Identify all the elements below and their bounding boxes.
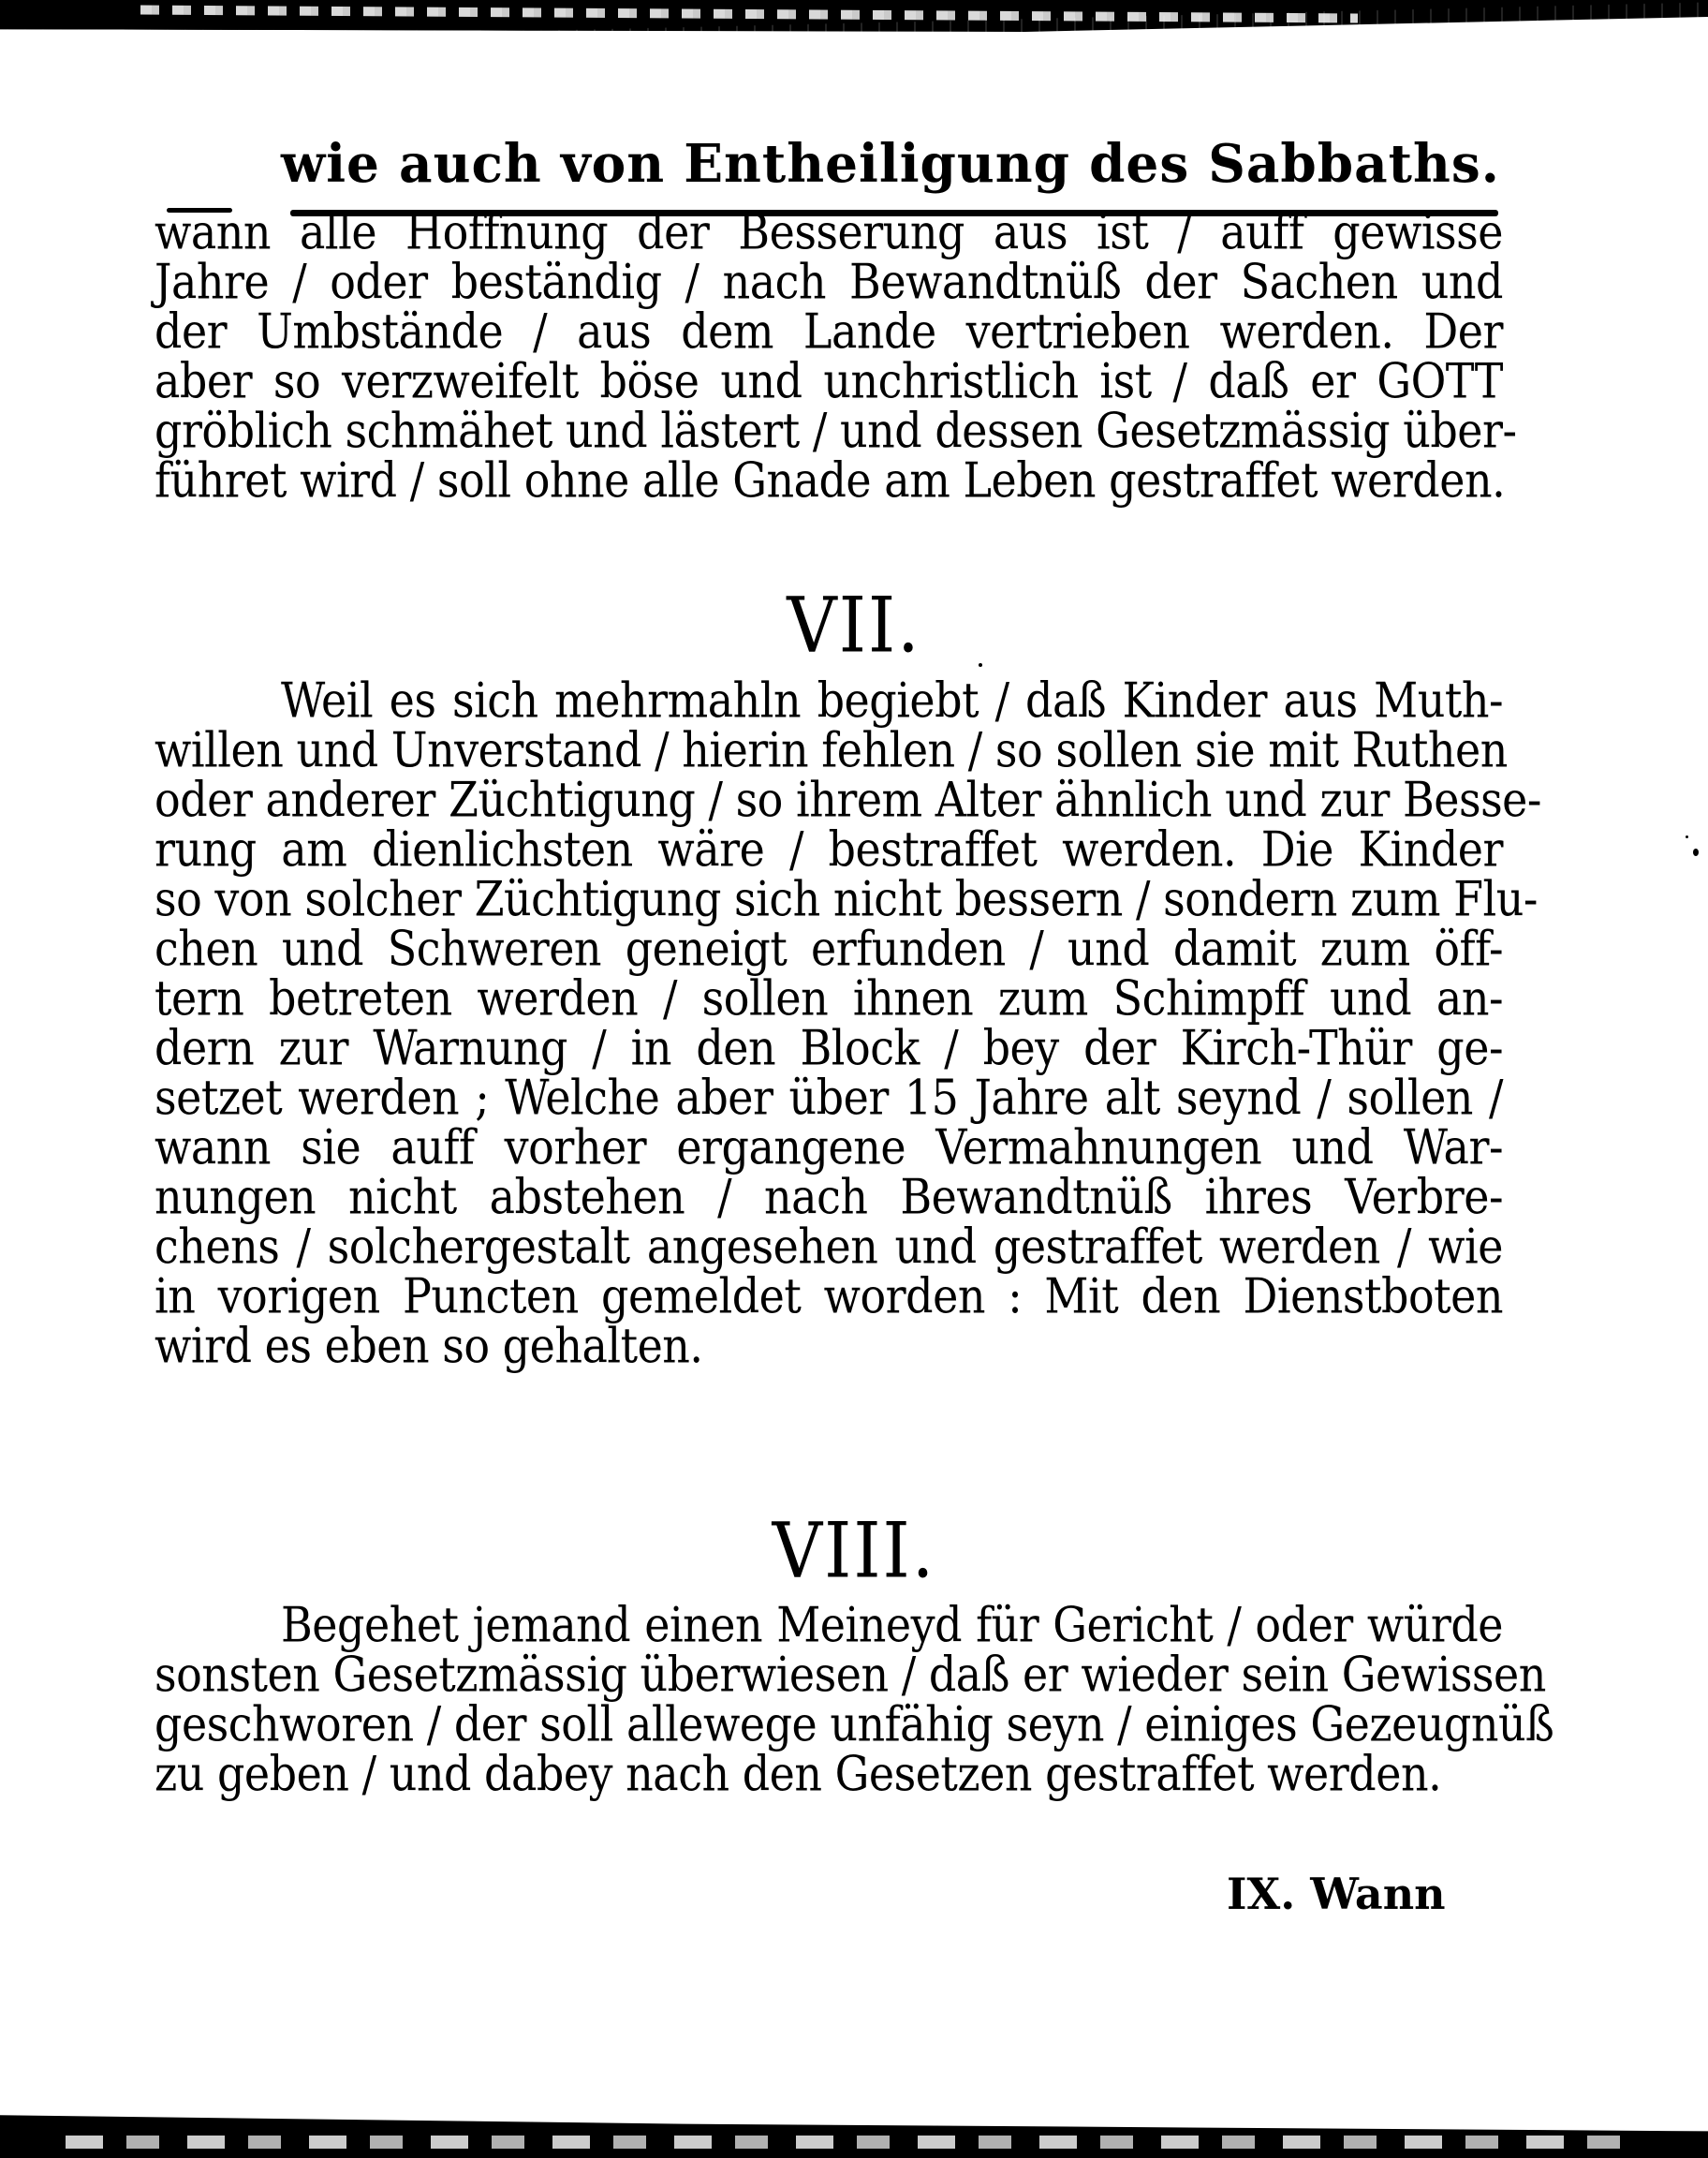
text-line: in vorigen Puncten gemeldet worden : Mit den Dienstboten <box>155 1267 1503 1324</box>
catchword: IX. Wann <box>1227 1869 1446 1919</box>
section-viii-paragraph <box>155 1596 1554 1802</box>
text-line: wann alle Hoffnung der Besserung aus ist / auff gewisse <box>155 203 1503 260</box>
section-numeral-vii: VII. <box>787 581 921 671</box>
text-line: tern betreten werden / sollen ihnen zum Schimpff und an- <box>155 969 1503 1027</box>
running-head: wie auch von Entheiligung des Sabbaths. <box>281 133 1500 195</box>
text-line: setzet werden ; Welche aber über 15 Jahre alt seynd / sollen / <box>155 1069 1503 1126</box>
text-line: wann sie auff vorher ergangene Vermahnungen und War- <box>155 1118 1503 1175</box>
text-line: gröblich schmähet und lästert / und dessen Gesetzmässig über- <box>155 402 1517 459</box>
text-line: Jahre / oder beständig / nach Bewandtnüß der Sachen und <box>155 253 1503 310</box>
scan-edge-top <box>0 0 1708 37</box>
text-line: führet wird / soll ohne alle Gnade am Leben gestraffet werden. <box>155 451 1506 509</box>
text-line: geschworen / der soll allewege unfähig seyn / einiges Gezeugnüß <box>155 1695 1554 1752</box>
text-line: chen und Schweren geneigt erfunden / und damit zum öff- <box>155 920 1503 977</box>
text-line: so von solcher Züchtigung sich nicht bessern / sondern zum Flu- <box>155 870 1538 927</box>
scan-edge-bottom <box>0 2109 1708 2158</box>
text-line: Begehet jemand einen Meineyd für Gericht / oder würde <box>281 1596 1503 1653</box>
text-line: chens / solchergestalt angesehen und gestraffet werden / wie <box>155 1218 1503 1275</box>
scan-speck <box>1686 835 1688 838</box>
text-line: sonsten Gesetzmässig überwiesen / daß er wieder sein Gewissen <box>155 1646 1546 1703</box>
continuation-paragraph <box>155 203 1517 509</box>
text-line: aber so verzweifelt böse und unchristlich ist / daß er GOTT <box>155 352 1503 409</box>
text-line: oder anderer Züchtigung / so ihrem Alter ähnlich und zur Besse- <box>155 771 1541 828</box>
text-line: zu geben / und dabey nach den Gesetzen gestraffet werden. <box>155 1745 1442 1802</box>
text-line: nungen nicht abstehen / nach Bewandtnüß ihres Verbre- <box>155 1168 1503 1225</box>
text-line: dern zur Warnung / in den Block / bey der Kirch-Thür ge- <box>155 1019 1503 1076</box>
section-numeral-viii: VIII. <box>772 1506 936 1596</box>
text-line: wird es eben so gehalten. <box>155 1317 703 1374</box>
scan-speck <box>1693 849 1699 856</box>
section-vii-paragraph <box>155 672 1541 1374</box>
text-line: Weil es sich mehrmahln begiebt / daß Kinder aus Muth- <box>281 672 1503 729</box>
scan-speck <box>979 663 982 667</box>
text-line: willen und Unverstand / hierin fehlen / so sollen sie mit Ruthen <box>155 721 1508 778</box>
text-line: der Umbstände / aus dem Lande vertrieben werden. Der <box>155 303 1503 360</box>
text-line: rung am dienlichsten wäre / bestraffet werden. Die Kinder <box>155 820 1503 878</box>
